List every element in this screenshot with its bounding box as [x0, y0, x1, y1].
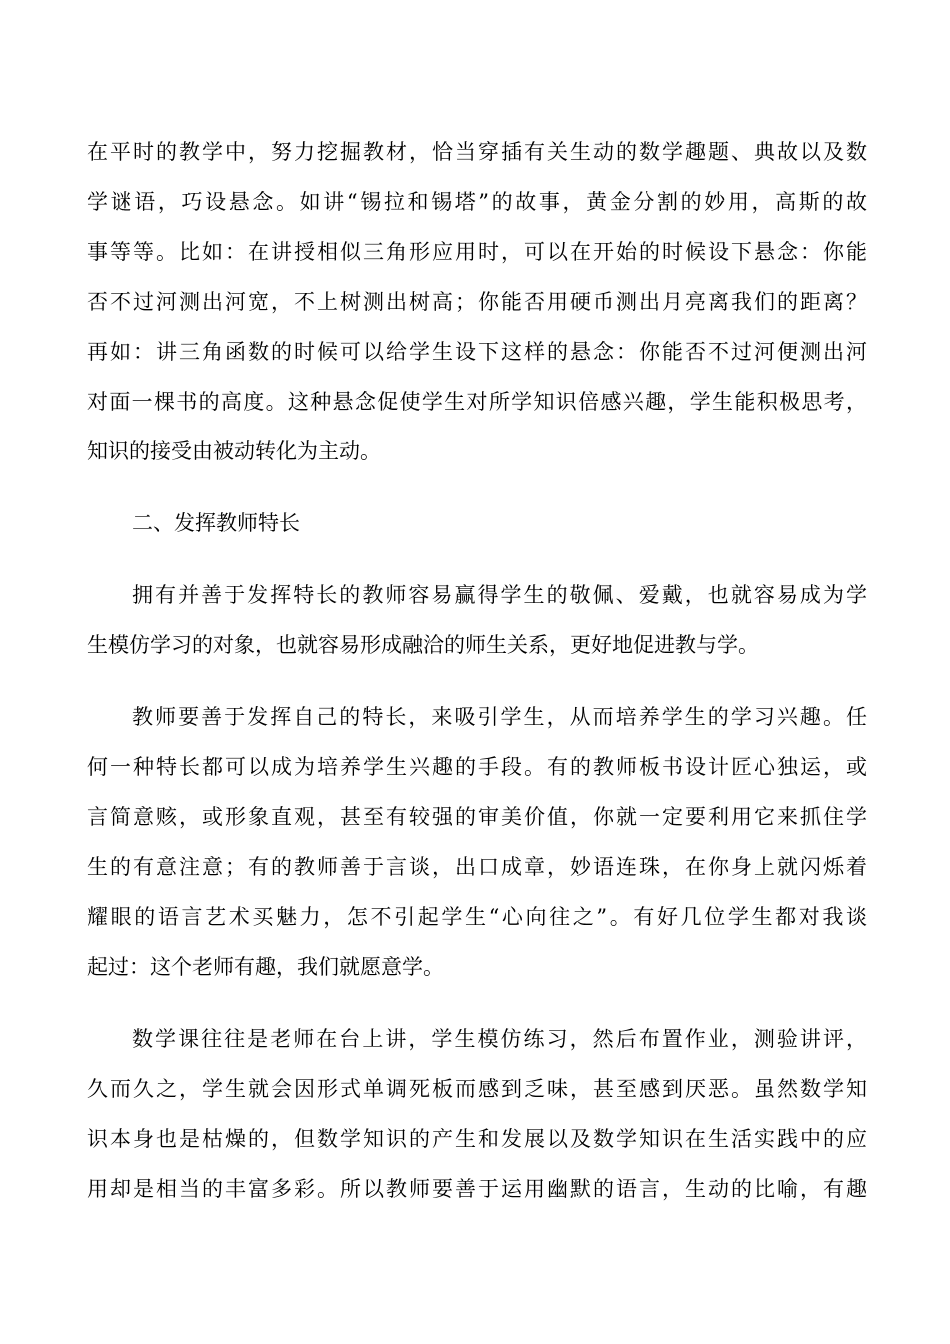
paragraph-line: 数学课往往是老师在台上讲，学生模仿练习，然后布置作业，测验讲评， — [132, 1027, 867, 1051]
paragraph-line: 教师要善于发挥自己的特长，来吸引学生，从而培养学生的学习兴趣。任 — [132, 705, 867, 729]
paragraph-line: 对面一棵书的高度。这种悬念促使学生对所学知识倍感兴趣，学生能积极思考， — [87, 390, 867, 414]
paragraph-line: 拥有并善于发挥特长的教师容易赢得学生的敬佩、爱戴，也就容易成为学 — [132, 583, 867, 607]
paragraph-line: 再如：讲三角函数的时候可以给学生设下这样的悬念：你能否不过河便测出河 — [87, 340, 867, 364]
paragraph-line: 学谜语，巧设悬念。如讲“锡拉和锡塔”的故事，黄金分割的妙用，高斯的故 — [87, 190, 867, 214]
section-heading: 二、发挥教师特长 — [132, 511, 300, 535]
paragraph-line: 识本身也是枯燥的，但数学知识的产生和发展以及数学知识在生活实践中的应 — [87, 1127, 867, 1151]
paragraph-line: 久而久之，学生就会因形式单调死板而感到乏味，甚至感到厌恶。虽然数学知 — [87, 1077, 867, 1101]
paragraph-line: 用却是相当的丰富多彩。所以教师要善于运用幽默的语言，生动的比喻，有趣 — [87, 1177, 867, 1201]
paragraph-line: 知识的接受由被动转化为主动。 — [87, 439, 381, 463]
paragraph-line: 耀眼的语言艺术买魅力，怎不引起学生“心向往之”。有好几位学生都对我谈 — [87, 905, 867, 929]
paragraph-line: 起过：这个老师有趣，我们就愿意学。 — [87, 955, 444, 979]
paragraph-line: 何一种特长都可以成为培养学生兴趣的手段。有的教师板书设计匠心独运，或 — [87, 755, 867, 779]
paragraph-line: 在平时的教学中，努力挖掘教材，恰当穿插有关生动的数学趣题、典故以及数 — [87, 140, 867, 164]
paragraph-line: 生模仿学习的对象，也就容易形成融洽的师生关系，更好地促进教与学。 — [87, 633, 759, 657]
paragraph-line: 言简意赅，或形象直观，甚至有较强的审美价值，你就一定要利用它来抓住学 — [87, 805, 867, 829]
paragraph-line: 否不过河测出河宽，不上树测出树高；你能否用硬币测出月亮离我们的距离？ — [87, 290, 867, 314]
paragraph-line: 事等等。比如：在讲授相似三角形应用时，可以在开始的时候设下悬念：你能 — [87, 240, 867, 264]
paragraph-line: 生的有意注意；有的教师善于言谈，出口成章，妙语连珠，在你身上就闪烁着 — [87, 855, 867, 879]
